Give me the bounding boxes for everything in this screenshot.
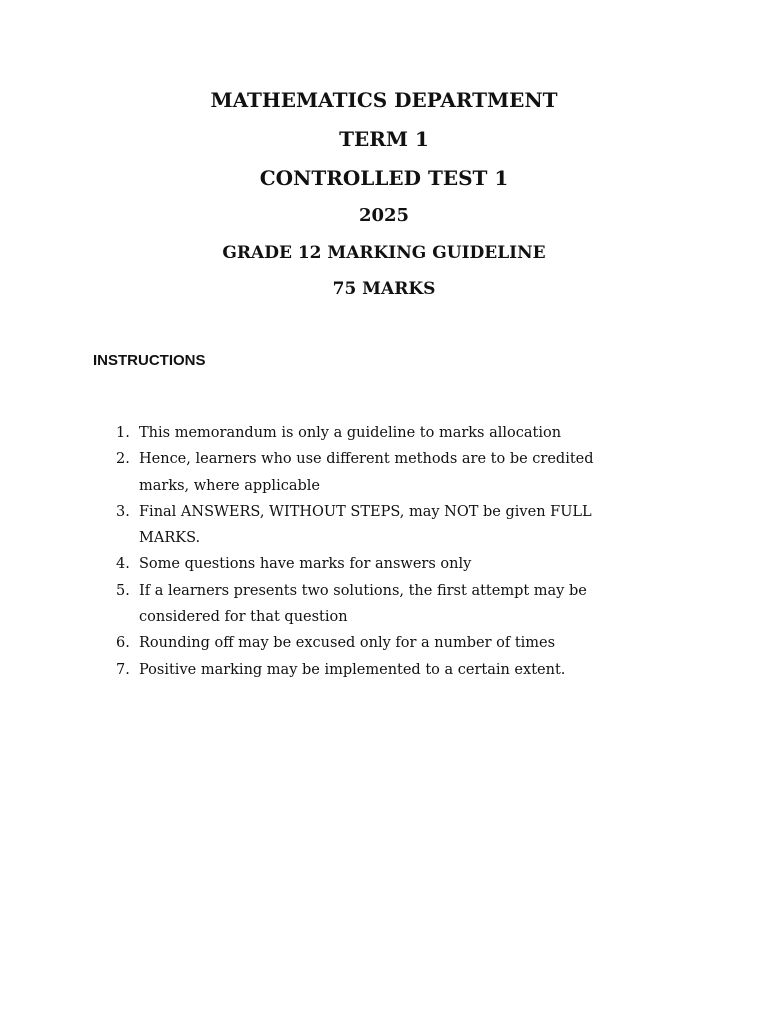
instructions-heading: INSTRUCTIONS <box>93 352 206 369</box>
term-title: TERM 1 <box>339 127 429 151</box>
department-title: MATHEMATICS DEPARTMENT <box>210 88 558 112</box>
instruction-item <box>0 630 639 656</box>
instruction-item <box>0 420 639 446</box>
instruction-number: 3. <box>116 503 130 520</box>
instruction-number: 7. <box>116 661 130 678</box>
year-title: 2025 <box>358 205 410 226</box>
instruction-number: 5. <box>116 582 130 599</box>
instruction-text: Rounding off may be excused only for a number of times <box>139 635 556 652</box>
instruction-item <box>0 446 639 499</box>
instruction-item <box>0 499 639 552</box>
instruction-text: Some questions have marks for answers only <box>139 556 472 573</box>
instruction-text: This memorandum is only a guideline to marks allocation <box>139 425 562 441</box>
instruction-text: If a learners presents two solutions, the first attempt may be considered for that question <box>139 582 587 626</box>
instruction-item <box>0 551 639 577</box>
instruction-text: Hence, learners who use different methods are to be credited marks, where applicable <box>139 451 594 494</box>
instruction-number: 1. <box>116 425 130 441</box>
instruction-number: 4. <box>116 556 130 573</box>
instruction-number: 2. <box>116 451 130 468</box>
marks-title: 75 MARKS <box>332 279 436 299</box>
instruction-item <box>0 578 639 631</box>
instruction-text: Positive marking may be implemented to a certain extent. <box>139 661 566 678</box>
guideline-title: GRADE 12 MARKING GUIDELINE <box>222 243 546 263</box>
instructions-list <box>0 420 768 683</box>
test-title: CONTROLLED TEST 1 <box>259 166 509 190</box>
instruction-text: Final ANSWERS, WITHOUT STEPS, may NOT be given FULL MARKS. <box>139 503 592 547</box>
instruction-number: 6. <box>116 635 130 652</box>
instruction-item <box>0 657 639 683</box>
